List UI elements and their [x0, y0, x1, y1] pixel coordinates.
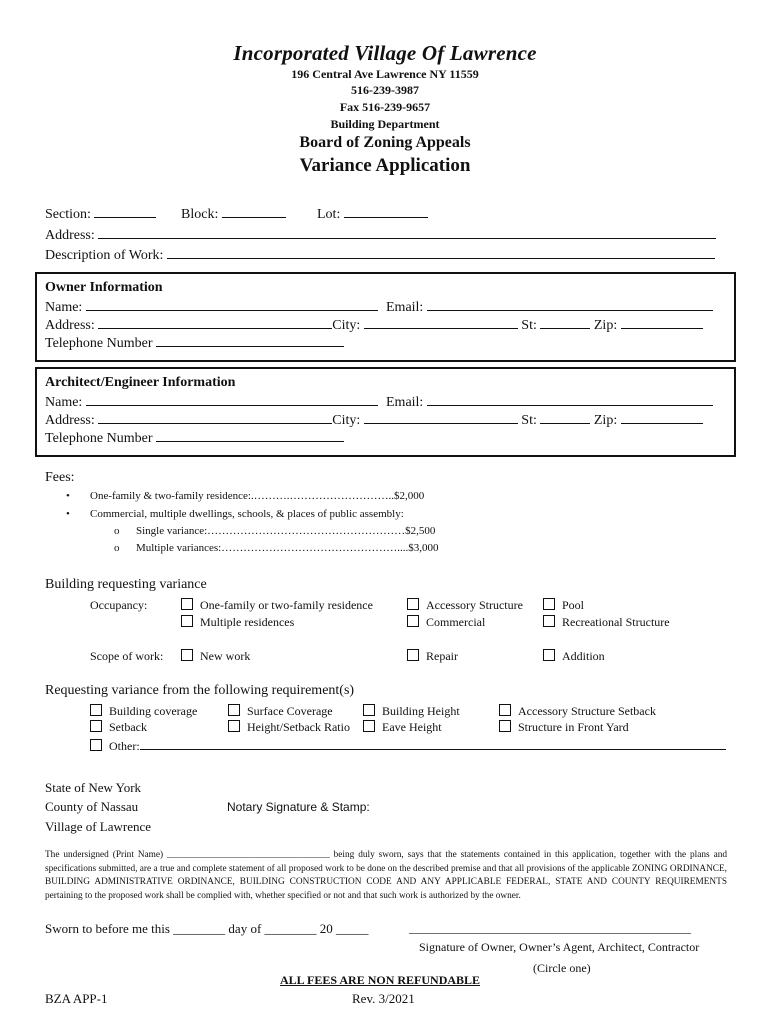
form-id: BZA APP-1 — [45, 991, 108, 1006]
architect-city-line[interactable] — [364, 411, 518, 424]
checkbox[interactable] — [181, 615, 193, 627]
option-label: Building coverage — [109, 704, 198, 718]
owner-heading: Owner Information — [45, 280, 163, 295]
option-label: One-family or two-family residence — [200, 598, 373, 612]
option-label: Building Height — [382, 704, 460, 718]
block-field[interactable] — [181, 205, 286, 223]
architect-email-line[interactable] — [427, 393, 713, 406]
req-height-setback-ratio-option[interactable] — [228, 720, 350, 735]
occupancy-pool-option[interactable] — [543, 598, 584, 613]
fee-one-two-family: One-family & two-family residence:.……….………………………..$2,000 — [90, 490, 425, 502]
fee-bullet-2: • — [66, 508, 70, 520]
owner-name-field[interactable] — [45, 298, 378, 316]
occupancy-accessory-structure-option[interactable] — [407, 598, 523, 613]
sworn-line[interactable]: Sworn to before me this ________ day of ________ 20 _____ — [45, 921, 369, 936]
architect-zip-line[interactable] — [621, 411, 703, 424]
option-label: Eave Height — [382, 720, 442, 734]
option-label: Setback — [109, 720, 147, 734]
checkbox[interactable] — [407, 598, 419, 610]
description-field[interactable] — [45, 246, 715, 264]
option-label: Multiple residences — [200, 615, 295, 629]
occupancy-recreational-option[interactable] — [543, 615, 670, 630]
checkbox[interactable] — [407, 615, 419, 627]
fee-sub-bullet-2: o — [114, 542, 120, 554]
section-field[interactable] — [45, 205, 156, 223]
notary-signature-stamp: Notary Signature & Stamp: — [227, 800, 370, 814]
lot-input-line[interactable] — [344, 205, 428, 218]
req-other-option[interactable] — [90, 737, 726, 754]
scope-label: Scope of work: — [90, 649, 164, 663]
option-label: Surface Coverage — [247, 704, 333, 718]
checkbox[interactable] — [90, 720, 102, 732]
checkbox[interactable] — [543, 615, 555, 627]
option-label: Recreational Structure — [562, 615, 670, 629]
notary-county: County of Nassau — [45, 799, 139, 814]
req-accessory-setback-option[interactable] — [499, 704, 656, 719]
property-address-label: Address: — [45, 228, 95, 243]
building-heading: Building requesting variance — [45, 577, 207, 592]
checkbox[interactable] — [543, 649, 555, 661]
architect-city-label: City: — [332, 413, 361, 428]
owner-zip-label: Zip: — [593, 318, 618, 333]
village-fax: Fax 516-239-9657 — [339, 100, 431, 114]
architect-email-field[interactable] — [386, 393, 713, 411]
architect-heading: Architect/Engineer Information — [45, 375, 236, 390]
occupancy-one-two-family-option[interactable] — [181, 598, 373, 613]
block-input-line[interactable] — [222, 205, 286, 218]
owner-city-label: City: — [332, 318, 361, 333]
req-setback-option[interactable] — [90, 720, 147, 735]
req-building-height-option[interactable] — [363, 704, 460, 719]
option-label: Addition — [562, 649, 605, 663]
scope-repair-option[interactable] — [407, 649, 458, 664]
architect-address-line[interactable] — [98, 411, 332, 424]
fee-bullet-1: • — [66, 490, 70, 502]
req-eave-height-option[interactable] — [363, 720, 442, 735]
fee-multiple-variances: Multiple variances:…………………………………………....$3,000 — [136, 542, 439, 554]
notary-state: State of New York — [45, 780, 142, 795]
department-name: Building Department — [330, 117, 440, 131]
occupancy-multiple-residences-option[interactable] — [181, 615, 294, 630]
architect-name-field[interactable] — [45, 393, 378, 411]
architect-st-label: St: — [521, 413, 537, 428]
owner-phone-line[interactable] — [156, 334, 344, 347]
architect-address-field[interactable] — [45, 411, 703, 429]
owner-address-field[interactable] — [45, 316, 703, 334]
option-label: Accessory Structure Setback — [518, 704, 656, 718]
option-label: Repair — [426, 649, 458, 663]
revision-date: Rev. 3/2021 — [352, 991, 415, 1006]
scope-addition-option[interactable] — [543, 649, 605, 664]
circle-one-note: (Circle one) — [533, 961, 591, 975]
req-surface-coverage-option[interactable] — [228, 704, 333, 719]
occupancy-label: Occupancy: — [90, 598, 148, 612]
requirements-heading: Requesting variance from the following requirement(s) — [45, 683, 355, 698]
owner-address-label: Address: — [45, 318, 95, 333]
section-label: Section: — [45, 207, 91, 222]
owner-zip-line[interactable] — [621, 316, 703, 329]
owner-phone-label: Telephone Number — [45, 336, 153, 351]
notary-village: Village of Lawrence — [45, 819, 152, 834]
checkbox[interactable] — [228, 704, 240, 716]
fee-single-variance: Single variance:………………………………………………$2,500 — [136, 525, 436, 537]
owner-st-label: St: — [521, 318, 537, 333]
board-name: Board of Zoning Appeals — [299, 134, 471, 151]
architect-phone-label: Telephone Number — [45, 431, 153, 446]
architect-phone-line[interactable] — [156, 429, 344, 442]
option-label: Commercial — [426, 615, 486, 629]
architect-phone-field[interactable] — [45, 429, 344, 447]
village-phone: 516-239-3987 — [351, 83, 419, 97]
checkbox[interactable] — [181, 598, 193, 610]
checkbox[interactable] — [499, 704, 511, 716]
sworn-statement: The undersigned (Print Name) ___________________________________ being duly sworn, says that the statements contained in this application, together with the plans and specifications submitted, are a true and complete statement of all proposed work to be done on the described premise and that all provisions of the applicable ZONING ORDINANCE, BUILDING ADMINISTRATIVE ORDINANCE, BUILDING CONSTRUCTION CODE AND ANY APPLICABLE FEDERAL, STATE AND COUNTY REQUIREMENTS pertaining to the proposed work shall be complied with, whether specified or not and that such work is authorized by the owner. — [45, 850, 727, 901]
architect-address-label: Address: — [45, 413, 95, 428]
option-label: Structure in Front Yard — [518, 720, 629, 734]
signature-line[interactable]: _______________________________________________ — [409, 921, 691, 935]
checkbox[interactable] — [407, 649, 419, 661]
checkbox[interactable] — [90, 704, 102, 716]
scope-new-work-option[interactable] — [181, 649, 250, 664]
non-refundable-notice: ALL FEES ARE NON REFUNDABLE — [280, 973, 481, 987]
form-title: Variance Application — [299, 155, 471, 176]
fees-label: Fees: — [45, 470, 75, 485]
lot-label: Lot: — [317, 207, 341, 222]
req-building-coverage-option[interactable] — [90, 704, 197, 719]
checkbox[interactable] — [363, 720, 375, 732]
owner-email-label: Email: — [386, 300, 424, 315]
option-label: Other: — [109, 739, 140, 753]
description-label: Description of Work: — [45, 248, 164, 263]
description-line[interactable] — [167, 246, 715, 259]
checkbox[interactable] — [499, 720, 511, 732]
architect-name-label: Name: — [45, 395, 83, 410]
req-other-line[interactable] — [140, 737, 726, 750]
checkbox[interactable] — [363, 704, 375, 716]
option-label: Pool — [562, 598, 585, 612]
architect-zip-label: Zip: — [593, 413, 618, 428]
owner-name-label: Name: — [45, 300, 83, 315]
village-address: 196 Central Ave Lawrence NY 11559 — [291, 67, 479, 81]
owner-st-line[interactable] — [540, 316, 590, 329]
property-address-field[interactable] — [45, 226, 716, 244]
owner-email-line[interactable] — [427, 298, 713, 311]
checkbox[interactable] — [543, 598, 555, 610]
architect-email-label: Email: — [386, 395, 424, 410]
owner-phone-field[interactable] — [45, 334, 344, 352]
block-label: Block: — [181, 207, 219, 222]
signature-caption: Signature of Owner, Owner’s Agent, Architect, Contractor — [419, 940, 700, 954]
owner-address-line[interactable] — [98, 316, 332, 329]
section-input-line[interactable] — [94, 205, 156, 218]
owner-city-line[interactable] — [364, 316, 518, 329]
lot-field[interactable] — [317, 205, 428, 223]
option-label: Height/Setback Ratio — [247, 720, 350, 734]
occupancy-commercial-option[interactable] — [407, 615, 485, 630]
owner-name-line[interactable] — [86, 298, 378, 311]
fee-commercial: Commercial, multiple dwellings, schools, & places of public assembly: — [90, 508, 404, 520]
req-front-yard-option[interactable] — [499, 720, 629, 735]
checkbox[interactable] — [90, 739, 102, 751]
checkbox[interactable] — [228, 720, 240, 732]
architect-name-line[interactable] — [86, 393, 378, 406]
village-title: Incorporated Village Of Lawrence — [233, 41, 537, 65]
owner-email-field[interactable] — [386, 298, 713, 316]
property-address-line[interactable] — [98, 226, 716, 239]
option-label: New work — [200, 649, 251, 663]
option-label: Accessory Structure — [426, 598, 523, 612]
architect-st-line[interactable] — [540, 411, 590, 424]
checkbox[interactable] — [181, 649, 193, 661]
fee-sub-bullet-1: o — [114, 525, 120, 537]
